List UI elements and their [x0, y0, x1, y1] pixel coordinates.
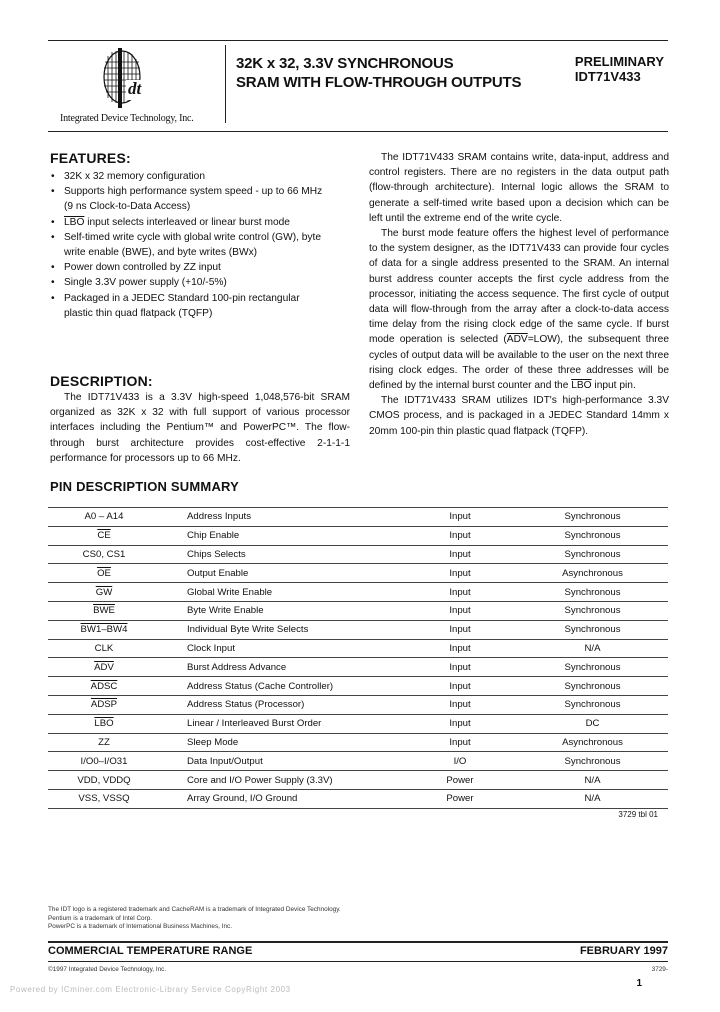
pin-name: I/O0–I/O31	[48, 752, 160, 771]
pin-description: Burst Address Advance	[160, 658, 403, 677]
pin-description-table	[48, 507, 668, 809]
pin-name: $\overline{CE}$	[48, 526, 160, 545]
document-title: 32K x 32, 3.3V SYNCHRONOUS SRAM WITH FLOW-THROUGH OUTPUTS	[236, 55, 522, 91]
pin-name: CLK	[48, 639, 160, 658]
pin-io: Input	[403, 658, 517, 677]
pin-io: Input	[403, 639, 517, 658]
trademark-notes: The IDT logo is a registered trademark and CacheRAM is a trademark of Integrated Device Technology. Pentium is a trademark of Intel Corp. PowerPC is a trademark of International Business Machines, Inc.	[48, 906, 341, 930]
feature-item: • Supports high performance system speed - up to 66 MHz (9 ns Clock-to-Data Access)	[50, 184, 360, 214]
pin-type: Synchronous	[517, 508, 668, 527]
pin-type: Synchronous	[517, 752, 668, 771]
pin-description: Address Inputs	[160, 508, 403, 527]
pin-row	[48, 789, 668, 808]
pin-row	[48, 564, 668, 583]
pin-row	[48, 526, 668, 545]
pin-description: Individual Byte Write Selects	[160, 620, 403, 639]
temperature-range: COMMERCIAL TEMPERATURE RANGE	[48, 945, 253, 957]
pin-io: I/O	[403, 752, 517, 771]
header-bottom-rule	[48, 131, 668, 132]
pin-type: Synchronous	[517, 545, 668, 564]
right-column-text	[369, 150, 669, 439]
header-top-rule	[48, 40, 668, 41]
pin-type: Synchronous	[517, 601, 668, 620]
footer-bar	[48, 945, 668, 957]
pin-description: Data Input/Output	[160, 752, 403, 771]
pin-row	[48, 752, 668, 771]
pin-name: CS0, CS1	[48, 545, 160, 564]
pin-name: BW1–BW4	[48, 620, 160, 639]
pin-io: Input	[403, 526, 517, 545]
part-number: IDT71V433	[574, 69, 641, 84]
pin-row	[48, 508, 668, 527]
feature-item: • 32K x 32 memory configuration	[50, 169, 360, 184]
pin-row	[48, 695, 668, 714]
pin-description: Core and I/O Power Supply (3.3V)	[160, 771, 403, 790]
pin-name: ADSC	[48, 677, 160, 696]
table-reference: 3729 tbl 01	[618, 810, 658, 819]
pin-description: Linear / Interleaved Burst Order	[160, 714, 403, 733]
pin-row	[48, 771, 668, 790]
features-list	[50, 169, 360, 321]
watermark: Powered by ICminer.com Electronic-Library Service CopyRight 2003	[10, 985, 291, 994]
pin-name: VDD, VDDQ	[48, 771, 160, 790]
page-number: 1	[636, 978, 642, 989]
pin-description: Global Write Enable	[160, 583, 403, 602]
features-heading: FEATURES:	[50, 150, 131, 166]
paragraph-3: The IDT71V433 SRAM utilizes IDT's high-performance 3.3V CMOS process, and is packaged in a JEDEC Standard 14mm x 20mm 100-pin thin plastic quad flatpack (TQFP).	[369, 395, 669, 437]
footer-bottom-rule	[48, 961, 668, 962]
pin-description: Output Enable	[160, 564, 403, 583]
pin-io: Input	[403, 714, 517, 733]
pin-description: Array Ground, I/O Ground	[160, 789, 403, 808]
description-text: The IDT71V433 is a 3.3V high-speed 1,048,576-bit SRAM organized as 32K x 32 with full support of various processor interfaces including the Pentium™ and PowerPC™. The flow-through burst architecture provides cost-effective 2-1-1-1 performance for processors up to 66 MHz.	[50, 392, 350, 464]
pin-name: $\overline{ADV}$	[48, 658, 160, 677]
pin-io: Input	[403, 677, 517, 696]
feature-item: • Power down controlled by ZZ input	[50, 260, 360, 275]
pin-io: Input	[403, 601, 517, 620]
pin-type: Synchronous	[517, 620, 668, 639]
paragraph-2: The burst mode feature offers the highest level of performance to the system designer, as the IDT71V433 can provide four cycles of data for a single address presented to the SRAM. An internal burst address counter accepts the first cycle address from the processor, initiating the access sequence. The first cycle of output data will flow-through from the array after a clock-to-data access time delay from the rising clock edge of the same cycle. If burst mode operation is selected $(\overline{ADV}=LOW)$, the subsequent three cycles of output data will be available to the user on the next three rising clock edges. The order of these three addresses will be defined by the internal burst counter and the $\overline{LBO}$ input pin.	[369, 228, 670, 392]
feature-item: • Self-timed write cycle with global write control (GW), byte write enable (BWE), and byte writes (BWx)	[50, 230, 360, 260]
pin-name: $\overline{BWE}$	[48, 601, 160, 620]
pin-row	[48, 620, 668, 639]
pin-table-heading: PIN DESCRIPTION SUMMARY	[50, 479, 240, 494]
document-number: 3729-	[651, 966, 668, 973]
pin-io: Input	[403, 620, 517, 639]
pin-description: Address Status (Cache Controller)	[160, 677, 403, 696]
pin-type: Synchronous	[517, 526, 668, 545]
pin-io: Input	[403, 583, 517, 602]
pin-io: Input	[403, 564, 517, 583]
preliminary-label: PRELIMINARY	[574, 54, 664, 69]
pin-row	[48, 658, 668, 677]
pin-type: Synchronous	[517, 658, 668, 677]
footer-top-rule	[48, 941, 668, 943]
pin-description: Byte Write Enable	[160, 601, 403, 620]
pin-io: Input	[403, 733, 517, 752]
pin-row	[48, 601, 668, 620]
company-name: Integrated Device Technology, Inc.	[60, 113, 194, 124]
pin-row	[48, 714, 668, 733]
pin-description: Chip Enable	[160, 526, 403, 545]
idt-logo	[98, 44, 150, 110]
pin-type: Synchronous	[517, 677, 668, 696]
pin-name: ADSP	[48, 695, 160, 714]
pin-name: $\overline{OE}$	[48, 564, 160, 583]
pin-type: N/A	[517, 771, 668, 790]
feature-item: • Single 3.3V power supply (+10/-5%)	[50, 275, 360, 290]
issue-date: FEBRUARY 1997	[579, 945, 668, 957]
pin-name: $\overline{LBO}$	[48, 714, 160, 733]
pin-row	[48, 639, 668, 658]
pin-description: Sleep Mode	[160, 733, 403, 752]
pin-io: Power	[403, 789, 517, 808]
pin-type: Synchronous	[517, 695, 668, 714]
part-status	[575, 54, 664, 84]
pin-description: Chips Selects	[160, 545, 403, 564]
pin-type: Synchronous	[517, 583, 668, 602]
pin-description: Clock Input	[160, 639, 403, 658]
pin-name: $\overline{GW}$	[48, 583, 160, 602]
feature-item: • Packaged in a JEDEC Standard 100-pin rectangular plastic thin quad flatpack (TQFP)	[50, 291, 360, 321]
pin-description: Address Status (Processor)	[160, 695, 403, 714]
pin-type: Asynchronous	[517, 564, 668, 583]
pin-type: N/A	[517, 639, 668, 658]
logo-text: dt	[128, 79, 142, 98]
copyright: ©1997 Integrated Device Technology, Inc.	[48, 966, 167, 973]
pin-type: DC	[517, 714, 668, 733]
pin-name: ZZ	[48, 733, 160, 752]
pin-io: Input	[403, 508, 517, 527]
paragraph-1: The IDT71V433 SRAM contains write, data-input, address and control registers. There are no registers in the data output path (flow-through architecture). Internal logic allows the SRAM to generate a self-timed write based upon a decision which can be left until the extreme end of the write cycle.	[369, 152, 669, 224]
pin-row	[48, 733, 668, 752]
pin-io: Power	[403, 771, 517, 790]
pin-name: A0 – A14	[48, 508, 160, 527]
pin-type: N/A	[517, 789, 668, 808]
pin-io: Input	[403, 545, 517, 564]
pin-row	[48, 677, 668, 696]
description-heading: DESCRIPTION:	[50, 373, 153, 389]
pin-name: VSS, VSSQ	[48, 789, 160, 808]
pin-type: Asynchronous	[517, 733, 668, 752]
pin-row	[48, 583, 668, 602]
pin-io: Input	[403, 695, 517, 714]
header-divider	[225, 45, 226, 123]
feature-item: • $\overline{LBO}$ input selects interleaved or linear burst mode	[50, 215, 360, 230]
pin-row	[48, 545, 668, 564]
